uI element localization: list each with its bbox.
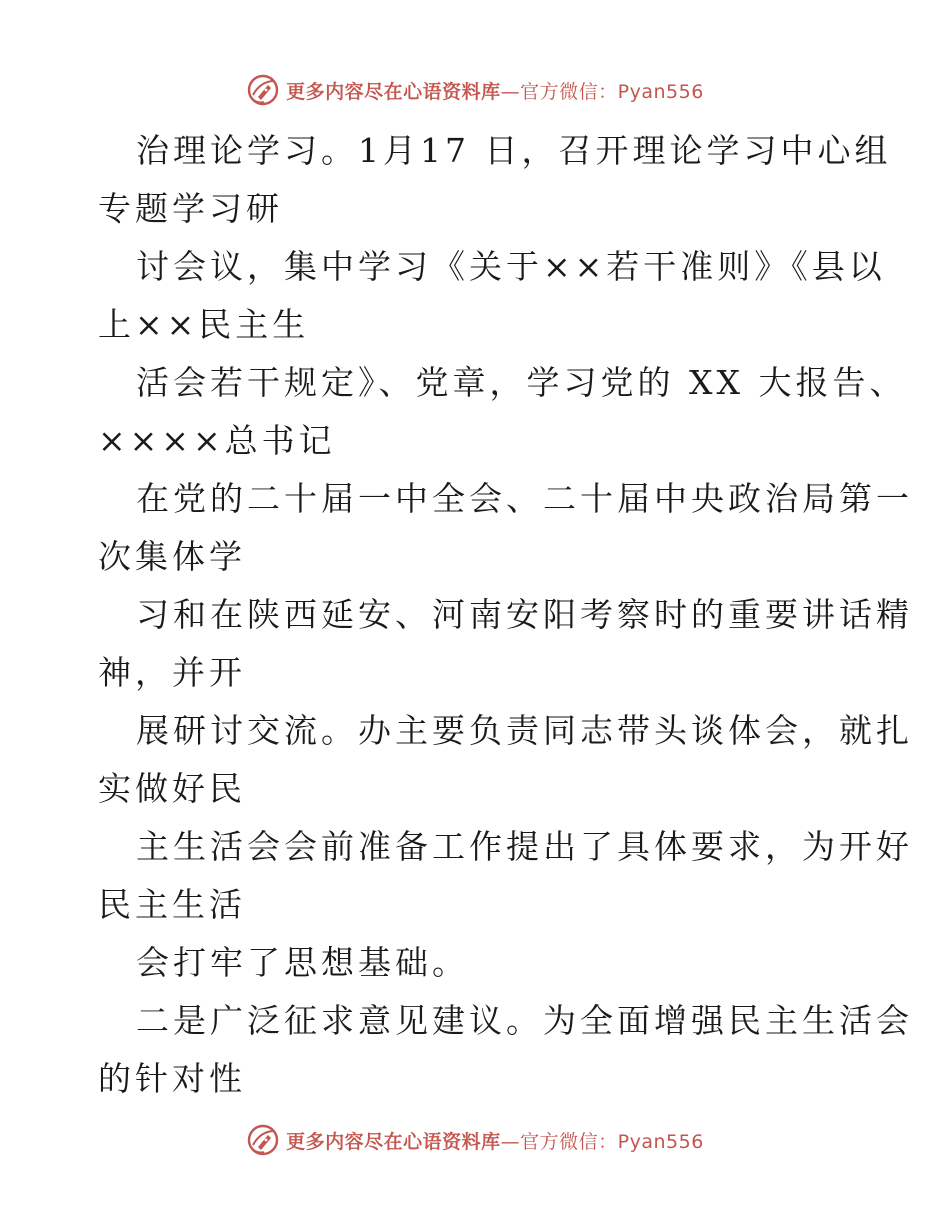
watermark-contact: 官方微信：Pyan556: [520, 80, 704, 103]
text-line: 讨会议，集中学习《关于××若干准则》《县以: [136, 247, 886, 286]
document-body: [98, 122, 913, 1108]
text-line: 专题学习研: [98, 189, 283, 228]
watermark-contact: 官方微信：Pyan556: [520, 1130, 704, 1153]
text-line: 治理论学习。1月17 日，召开理论学习中心组: [136, 131, 892, 170]
text-line: 活会若干规定》、党章，学习党的 XX 大报告、: [136, 363, 907, 402]
watermark-separator: —: [500, 1130, 521, 1153]
text-line: 会打牢了思想基础。: [136, 943, 469, 982]
watermark-text: [286, 77, 704, 104]
text-line: 的针对性: [98, 1059, 246, 1098]
watermark-main: 更多内容尽在心语资料库: [286, 80, 501, 103]
pen-nib-circle-icon: [246, 73, 280, 107]
text-line: 习和在陕西延安、河南安阳考察时的重要讲话精: [136, 595, 913, 634]
watermark-separator: —: [500, 80, 521, 103]
text-line: 上××民主生: [98, 305, 310, 344]
text-line: 实做好民: [98, 769, 246, 808]
text-line: 在党的二十届一中全会、二十届中央政治局第一: [136, 479, 913, 518]
watermark-group: [246, 73, 704, 107]
watermark-main: 更多内容尽在心语资料库: [286, 1130, 501, 1153]
pen-nib-circle-icon: [246, 1123, 280, 1157]
text-line: 民主生活: [98, 885, 246, 924]
text-line: 次集体学: [98, 537, 246, 576]
watermark-group: [246, 1123, 704, 1157]
text-line: 二是广泛征求意见建议。为全面增强民主生活会: [136, 1001, 913, 1040]
footer-watermark: [0, 1120, 950, 1160]
header-watermark: [0, 70, 950, 110]
text-line: 主生活会会前准备工作提出了具体要求，为开好: [136, 827, 913, 866]
text-line: ××××总书记: [98, 421, 336, 460]
watermark-text: [286, 1127, 704, 1154]
text-line: 神，并开: [98, 653, 246, 692]
text-line: 展研讨交流。办主要负责同志带头谈体会，就扎: [136, 711, 913, 750]
